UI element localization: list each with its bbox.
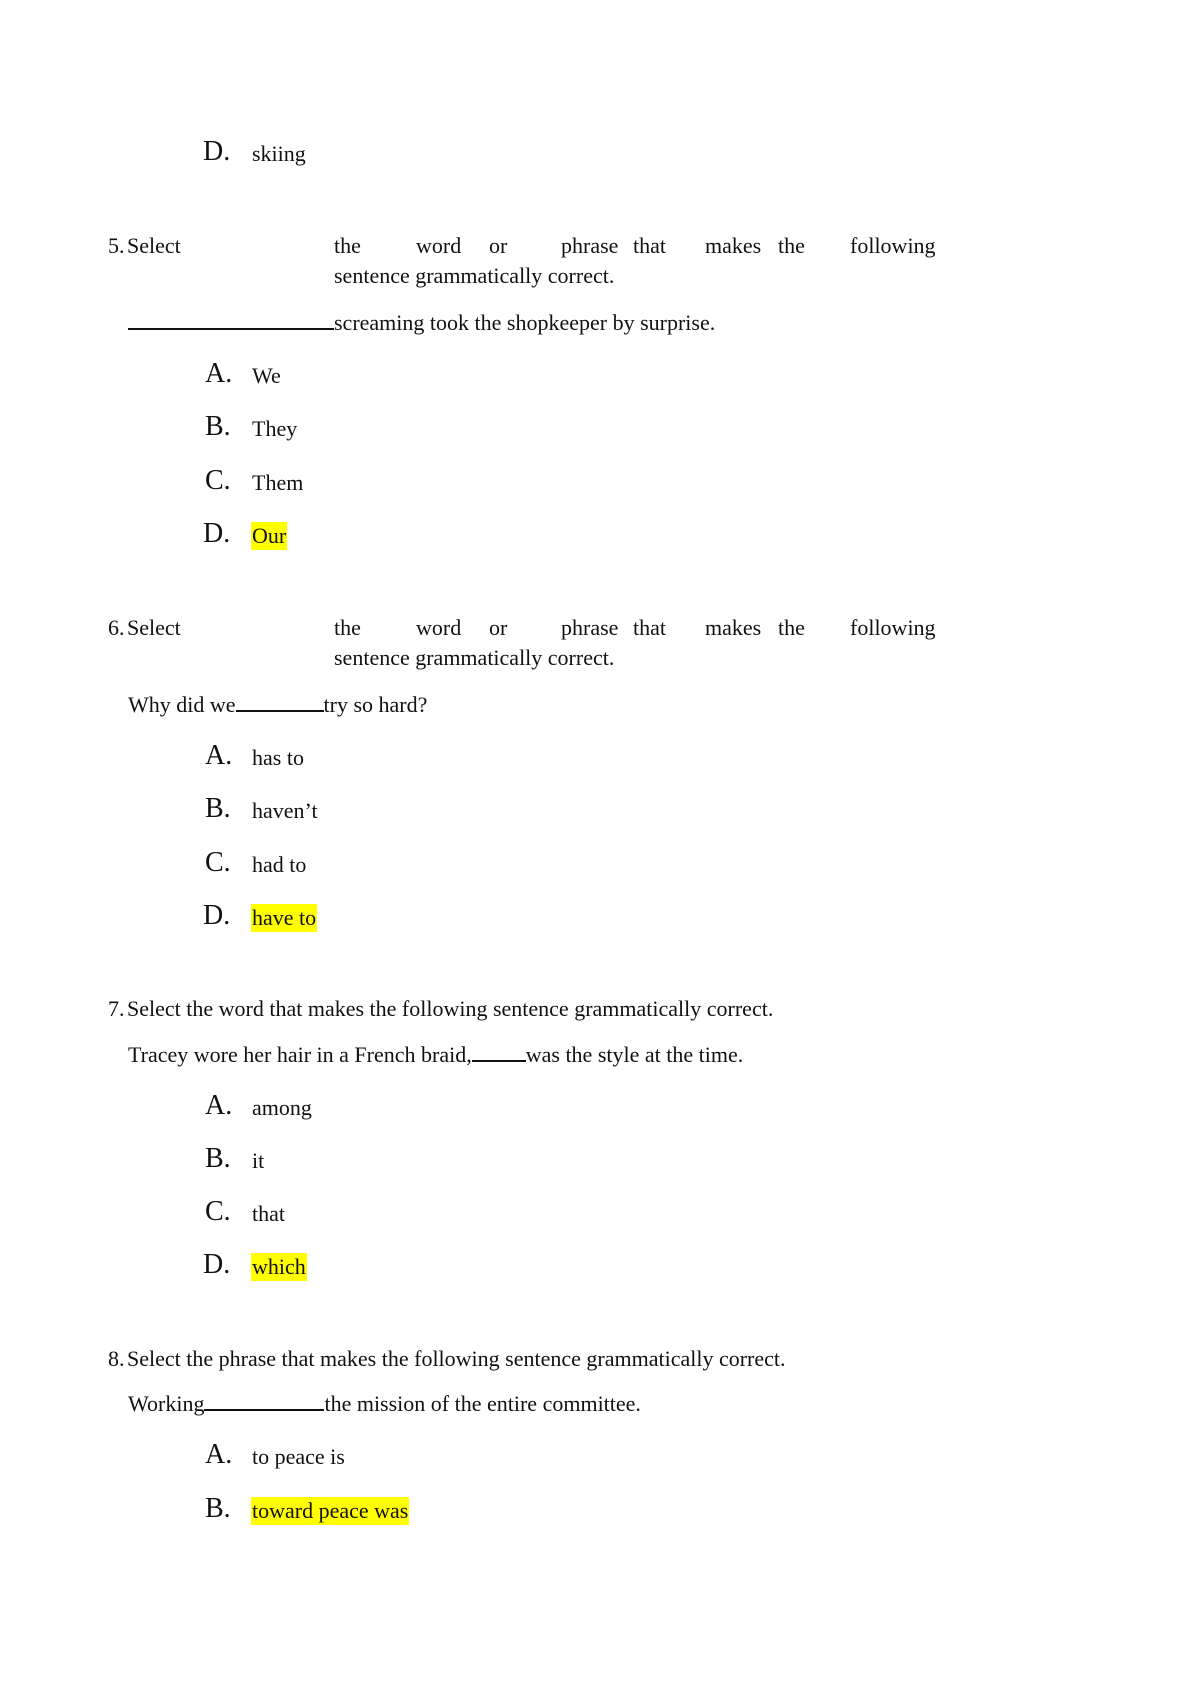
- question-number: 7.: [108, 996, 125, 1021]
- option-letter: A.: [205, 358, 233, 389]
- question-number: 5.: [108, 233, 125, 258]
- option-text: They: [252, 416, 298, 441]
- question-sentence: [128, 309, 715, 337]
- sentence-text: Why did we: [128, 692, 236, 717]
- prompt-word: the: [778, 615, 805, 640]
- answer-blank: [472, 1042, 526, 1062]
- prompt-word: or: [489, 233, 508, 258]
- option-letter: C.: [205, 847, 231, 878]
- option-text: it: [252, 1148, 265, 1173]
- option-letter: C.: [205, 465, 231, 496]
- option-text: has to: [252, 745, 304, 770]
- option-text: had to: [252, 852, 307, 877]
- question-prompt: Select the phrase that makes the following sentence grammatically correct.: [127, 1346, 786, 1371]
- prompt-word: word: [416, 615, 462, 640]
- prompt-word: or: [489, 615, 508, 640]
- prompt-word: makes: [705, 615, 762, 640]
- option-letter: B.: [205, 1143, 231, 1174]
- question-number: 8.: [108, 1346, 125, 1371]
- answer-blank: [204, 1391, 324, 1411]
- option-letter: B.: [205, 793, 231, 824]
- highlighted-answer: Our: [252, 523, 287, 548]
- prompt-word: makes: [705, 233, 762, 258]
- option-text: haven’t: [252, 798, 318, 823]
- option-letter: A.: [205, 1439, 233, 1470]
- option-text: that: [252, 1201, 285, 1226]
- sentence-text: Tracey wore her hair in a French braid,: [128, 1042, 472, 1067]
- option-letter: D.: [203, 900, 231, 931]
- option-letter: A.: [205, 1090, 233, 1121]
- prompt-word: phrase: [561, 615, 619, 640]
- option-letter: A.: [205, 740, 233, 771]
- prompt-word: the: [778, 233, 805, 258]
- prompt-word: the: [334, 233, 361, 258]
- prompt-word: that: [633, 615, 666, 640]
- highlighted-answer: which: [252, 1254, 306, 1279]
- question-prompt: Select the word that makes the following sentence grammatically correct.: [127, 996, 774, 1021]
- option-text: Them: [252, 470, 304, 495]
- sentence-text: was the style at the time.: [525, 1042, 744, 1067]
- question-sentence: [128, 691, 427, 719]
- prompt-word: following: [850, 233, 936, 258]
- question-number: 6.: [108, 615, 125, 640]
- sentence-text: Working: [128, 1391, 205, 1416]
- option-letter: D.: [203, 518, 231, 549]
- prompt-line: sentence grammatically correct.: [334, 645, 615, 670]
- prompt-word: following: [850, 615, 936, 640]
- sentence-text: screaming took the shopkeeper by surprise.: [334, 310, 716, 335]
- option-letter: C.: [205, 1196, 231, 1227]
- answer-blank: [236, 692, 324, 712]
- option-text: skiing: [252, 141, 306, 166]
- option-text: among: [252, 1095, 312, 1120]
- option-text: We: [252, 363, 281, 388]
- question-sentence: [128, 1041, 743, 1069]
- prompt-word: the: [334, 615, 361, 640]
- sentence-text: try so hard?: [323, 692, 428, 717]
- option-text: to peace is: [252, 1444, 345, 1469]
- prompt-line: sentence grammatically correct.: [334, 263, 615, 288]
- highlighted-answer: toward peace was: [252, 1498, 409, 1523]
- option-letter: B.: [205, 1493, 231, 1524]
- sentence-text: the mission of the entire committee.: [324, 1391, 641, 1416]
- prompt-word: Select: [127, 233, 181, 258]
- answer-blank: [128, 310, 334, 330]
- question-sentence: [128, 1390, 641, 1418]
- prompt-word: that: [633, 233, 666, 258]
- prompt-word: word: [416, 233, 462, 258]
- prompt-word: Select: [127, 615, 181, 640]
- option-letter: B.: [205, 411, 231, 442]
- option-letter: D.: [203, 1249, 231, 1280]
- option-letter: D.: [203, 136, 231, 167]
- highlighted-answer: have to: [252, 905, 317, 930]
- prompt-word: phrase: [561, 233, 619, 258]
